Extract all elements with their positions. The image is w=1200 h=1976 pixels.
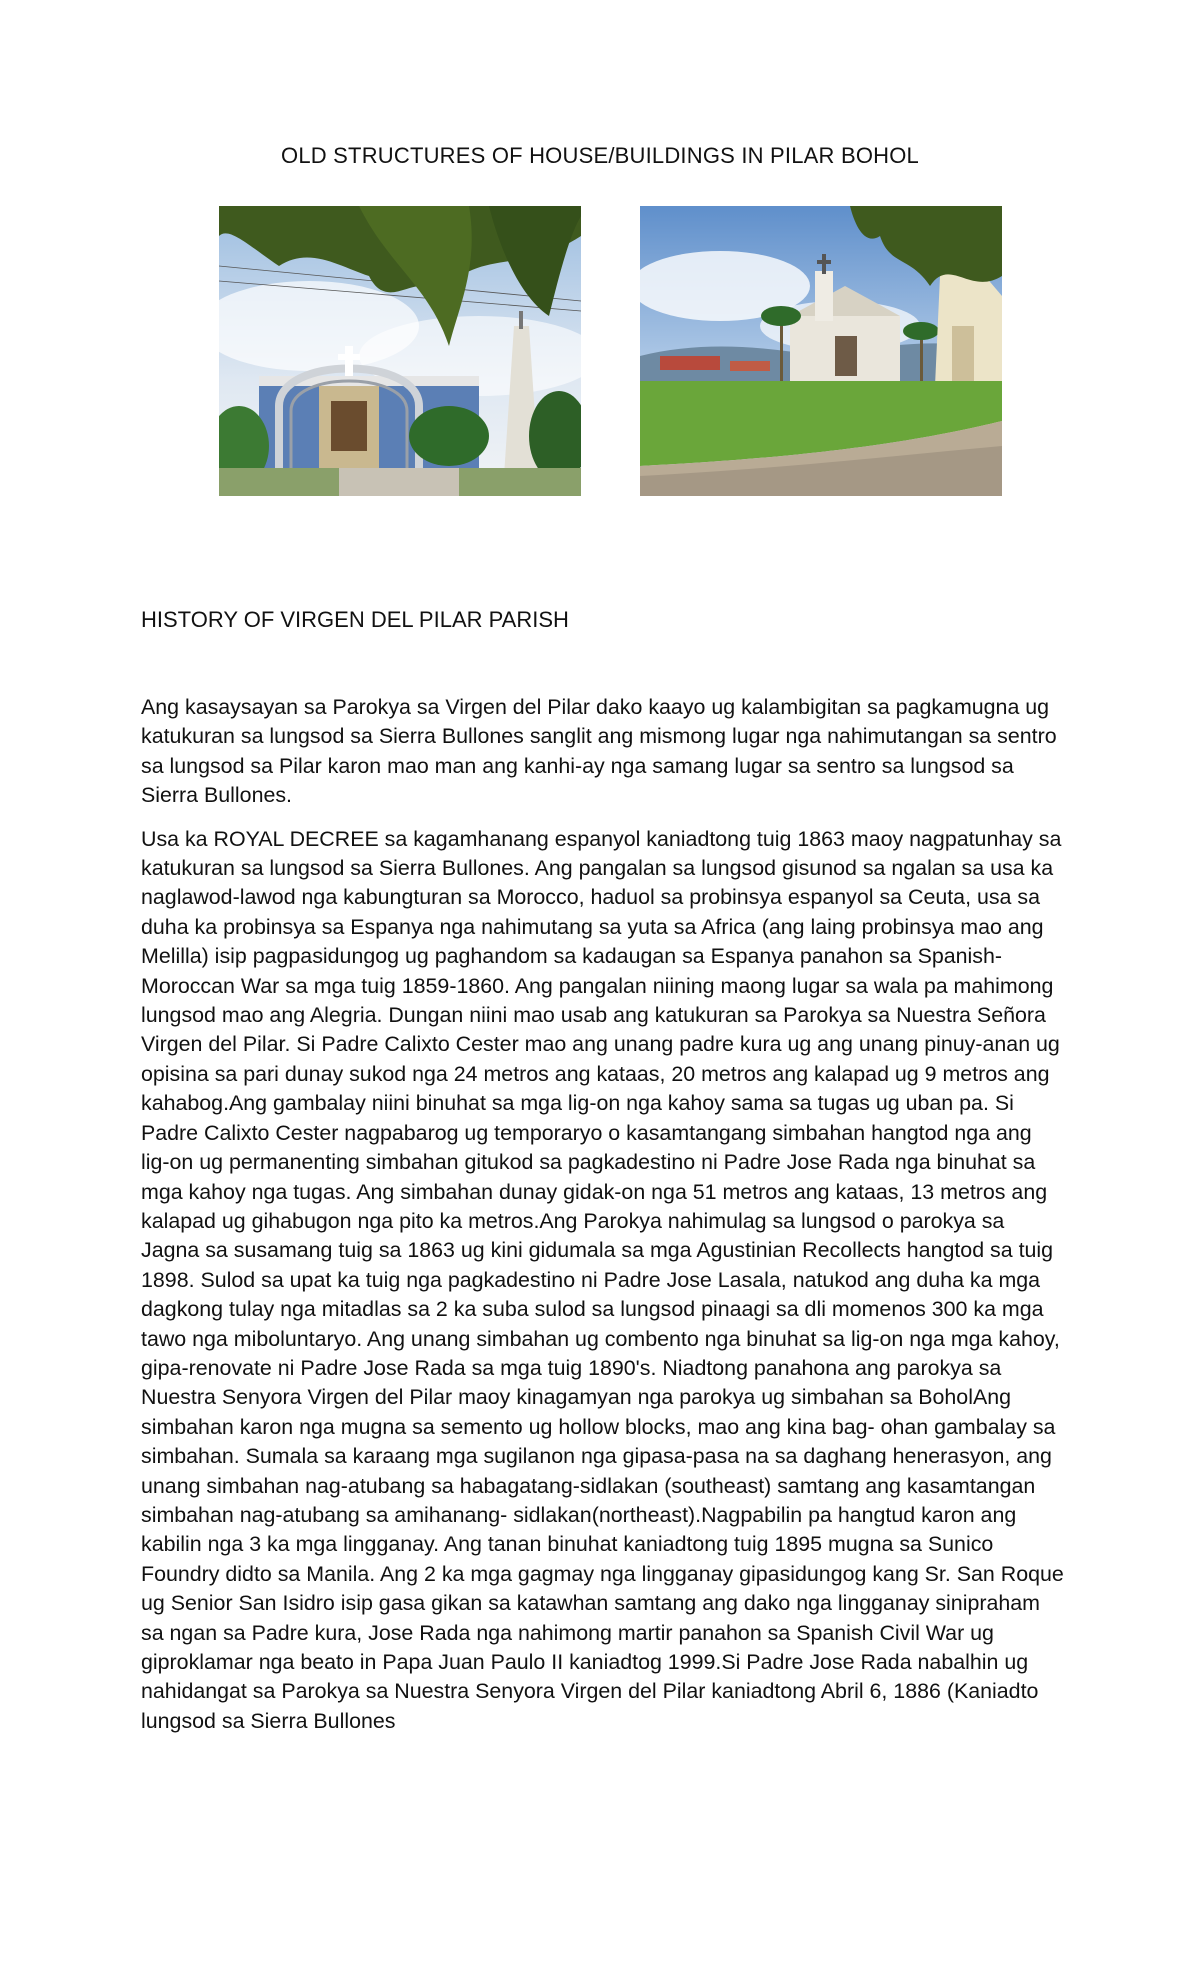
document-title: OLD STRUCTURES OF HOUSE/BUILDINGS IN PILAR BOHOL bbox=[281, 143, 919, 168]
paragraph-1: Ang kasaysayan sa Parokya sa Virgen del Pilar dako kaayo ug kalambigitan sa pagkamugna ug katukuran sa lungsod sa Sierra Bullones sanglit ang mismong lugar nga nahimutangan sa sentro sa lungsod sa Pilar karon mao man ang kanhi-ay nga samang lugar sa sentro sa lungsod sa Sierra Bullones. bbox=[141, 695, 1057, 808]
body-text bbox=[141, 693, 1066, 1750]
section-heading: HISTORY OF VIRGEN DEL PILAR PARISH bbox=[141, 607, 569, 632]
church-lawn-photo bbox=[640, 206, 1002, 496]
paragraph-2: Usa ka ROYAL DECREE sa kagamhanang espanyol kaniadtong tuig 1863 maoy nagpatunhay sa katukuran sa lungsod sa Sierra Bullones. Ang pangalan sa lungsod gisunod sa ngalan sa usa ka naglawod-lawod nga kabungturan sa Morocco, haduol sa probinsya espanyol sa Ceuta, usa sa duha ka probinsya sa Espanya nga nahimutang sa yuta sa Africa (ang laing probinsya mao ang Melilla) isip pagpasidungog ug paghandom sa kadaugan sa Espanya panahon sa Spanish-Moroccan War sa mga tuig 1859-1860. Ang pangalan niining maong lugar sa wala pa mahimong lungsod mao ang Alegria. Dungan niini mao usab ang katukuran sa Parokya sa Nuestra Señora Virgen del Pilar. Si Padre Calixto Cester mao ang unang padre kura ug ang unang pinuy-anan ug opisina sa pari dunay sukod nga 24 metros ang kataas, 20 metros ang kalapad ug 9 metros ang kahabog.Ang gambalay niini binuhat sa mga lig-on nga kahoy sama sa tugas ug uban pa. Si Padre Calixto Cester nagpabarog ug temporaryo o kasamtangang simbahan hangtod nga ang lig-on ug permanenting simbahan gitukod sa pagkadestino ni Padre Jose Rada nga binuhat sa mga kahoy nga tugas. Ang simbahan dunay gidak-on nga 51 metros ang kataas, 13 metros ang kalapad ug gihabugon nga pito ka metros.Ang Parokya nahimulag sa lungsod o parokya sa Jagna sa susamang tuig sa 1863 ug kini gidumala sa mga Agustinian Recollects hangtod sa tuig 1898. Sulod sa upat ka tuig nga pagkadestino ni Padre Jose Lasala, natukod ang duha ka mga dagkong tulay nga mitadlas sa 2 ka suba sulod sa lungsod pinaagi sa dli momenos 300 ka mga tawo nga miboluntaryo. Ang unang simbahan ug combento nga binuhat sa lig-on nga mga kahoy, gipa-renovate ni Padre Jose Rada sa mga tuig 1890's. Niadtong panahona ang parokya sa Nuestra Senyora Virgen del Pilar maoy kinagamyan nga parokya ug simbahan sa BoholAng simbahan karon nga mugna sa semento ug hollow blocks, mao ang kina bag- ohan gambalay sa simbahan. Sumala sa karaang mga sugilanon nga gipasa-pasa na sa daghang henerasyon, ang unang simbahan nag-atubang sa habagatang-sidlakan (southeast) samtang ang kasamtangan simbahan nag-atubang sa amihanang- sidlakan(northeast).Nagpabilin pa hangtud karon ang kabilin nga 3 ka mga lingganay. Ang tanan binuhat kaniadtong tuig 1895 mugna sa Sunico Foundry didto sa Manila. Ang 2 ka mga gagmay nga lingganay gipasidungog kang Sr. San Roque ug Senior San Isidro isip gasa gikan sa katawhan samtang ang dako nga lingganay sinipraham sa ngan sa Padre kura, Jose Rada nga nahimong martir panahon sa Spanish Civil War ug giproklamar nga beato in Papa Juan Paulo II kaniadtog 1999.Si Padre Jose Rada nabalhin ug nahidangat sa Parokya sa Nuestra Senyora Virgen del Pilar kaniadtong Abril 6, 1886 (Kaniadto lungsod sa Sierra Bullones bbox=[141, 826, 1064, 1733]
church-facade-photo bbox=[219, 206, 581, 496]
